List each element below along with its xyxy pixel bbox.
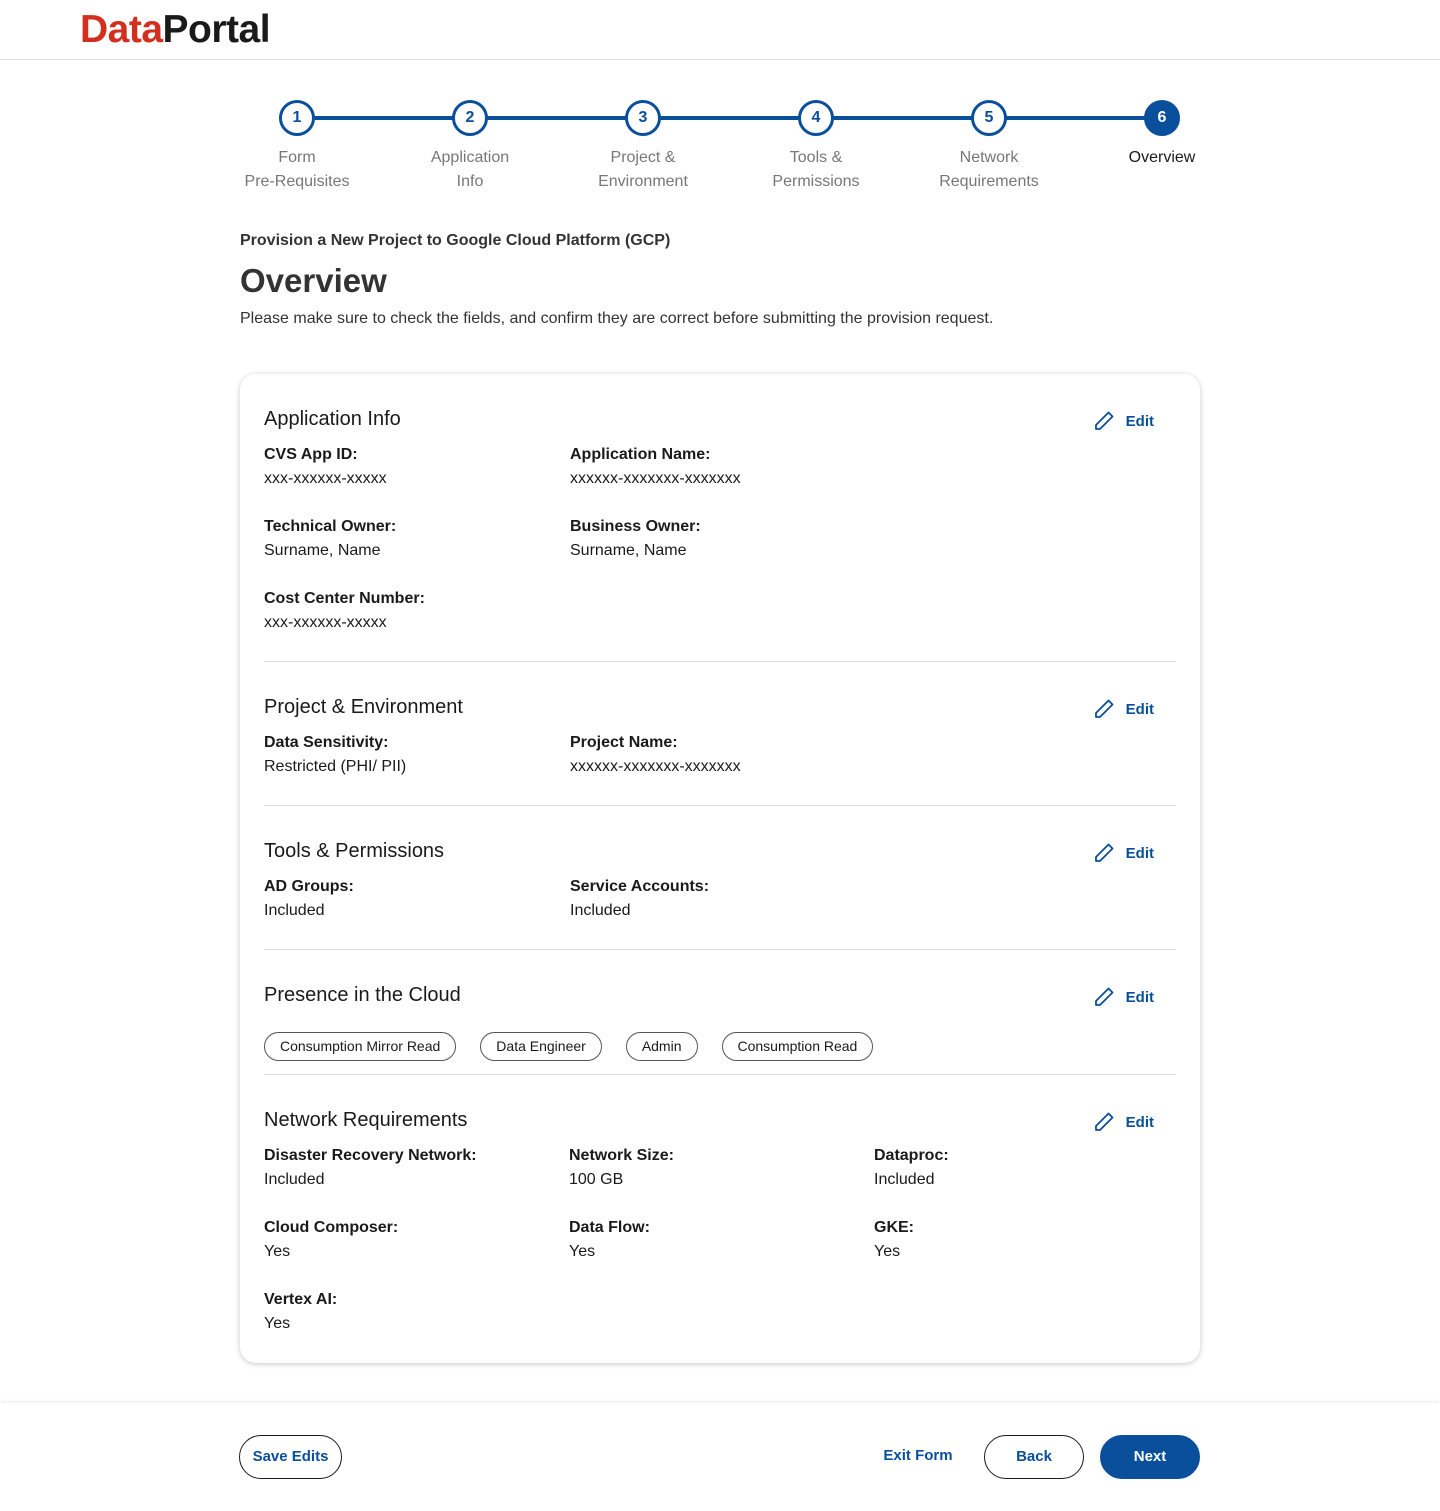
pencil-icon: [1092, 1110, 1116, 1134]
step-label: [1102, 146, 1222, 170]
save-edits-button[interactable]: Save Edits: [239, 1435, 342, 1479]
field-value: Yes: [264, 1315, 291, 1332]
field-project-name: [570, 734, 741, 776]
top-header: [0, 0, 1440, 60]
edit-network-requirements-button[interactable]: [1092, 1107, 1154, 1137]
field-ad-groups: [264, 878, 354, 920]
step-project-environment[interactable]: [583, 100, 703, 194]
field-service-accounts: [570, 878, 709, 920]
page-description: Please make sure to check the fields, and confirm they are correct before submitting the provision request.: [240, 310, 994, 327]
field-label: Vertex AI:: [264, 1291, 338, 1308]
field-network-size: [569, 1147, 674, 1189]
step-number-circle: 1: [279, 100, 315, 136]
step-number-circle: 2: [452, 100, 488, 136]
field-value: Included: [264, 902, 325, 919]
field-label: Business Owner:: [570, 518, 701, 535]
section-divider: [264, 805, 1176, 806]
step-number-circle: 4: [798, 100, 834, 136]
step-label-line1: Overview: [1128, 149, 1196, 166]
field-label: Cloud Composer:: [264, 1219, 399, 1236]
edit-label: Edit: [1125, 844, 1154, 862]
step-application-info[interactable]: [410, 100, 530, 194]
section-presence-cloud: [264, 984, 1176, 1064]
field-value: Yes: [874, 1243, 901, 1260]
field-label: Cost Center Number:: [264, 590, 425, 607]
section-title: Tools & Permissions: [264, 840, 445, 862]
field-label: AD Groups:: [264, 878, 354, 895]
field-label: Data Flow:: [569, 1219, 650, 1236]
pencil-icon: [1092, 409, 1116, 433]
role-chip: Consumption Read: [722, 1032, 874, 1061]
edit-label: Edit: [1125, 700, 1154, 718]
section-title: Presence in the Cloud: [264, 984, 461, 1006]
section-title: Project & Environment: [264, 696, 463, 718]
dataportal-logo[interactable]: [80, 8, 270, 52]
field-value: Included: [570, 902, 631, 919]
logo-part-data: Data: [80, 8, 163, 51]
field-data-sensitivity: [264, 734, 406, 776]
role-chip: Data Engineer: [480, 1032, 602, 1061]
step-label-line2: Permissions: [772, 173, 860, 190]
step-network-requirements[interactable]: [929, 100, 1049, 194]
field-value: xxxxxx-xxxxxxx-xxxxxxx: [570, 758, 741, 775]
step-label-line2: Environment: [598, 173, 688, 190]
section-title: Application Info: [264, 408, 401, 430]
step-form-prerequisites[interactable]: [237, 100, 357, 194]
step-label-line2: Info: [456, 173, 484, 190]
edit-label: Edit: [1125, 1113, 1154, 1131]
field-value: Surname, Name: [264, 542, 381, 559]
field-label: Service Accounts:: [570, 878, 710, 895]
field-value: xxxxxx-xxxxxxx-xxxxxxx: [570, 470, 741, 487]
step-label: [756, 146, 876, 194]
back-button[interactable]: Back: [984, 1435, 1084, 1479]
edit-project-environment-button[interactable]: [1092, 694, 1154, 724]
section-network-requirements: [264, 1109, 1176, 1339]
field-value: 100 GB: [569, 1171, 624, 1188]
field-value: Surname, Name: [570, 542, 687, 559]
step-label: [929, 146, 1049, 194]
field-label: Project Name:: [570, 734, 678, 751]
role-chip: Admin: [626, 1032, 698, 1061]
field-label: CVS App ID:: [264, 446, 358, 463]
step-number-circle-active: 6: [1144, 100, 1180, 136]
field-vertex-ai: [264, 1291, 337, 1333]
step-label-line1: Tools &: [789, 149, 843, 166]
section-application-info: [264, 408, 1176, 638]
field-cvs-app-id: [264, 446, 387, 488]
step-label-line1: Project &: [610, 149, 676, 166]
step-label: [237, 146, 357, 194]
section-divider: [264, 661, 1176, 662]
progress-stepper: [240, 100, 1200, 200]
field-value: Restricted (PHI/ PII): [264, 758, 407, 775]
step-label-line2: Requirements: [939, 173, 1039, 190]
field-label: Technical Owner:: [264, 518, 397, 535]
exit-form-button[interactable]: Exit Form: [883, 1447, 953, 1464]
field-label: Application Name:: [570, 446, 711, 463]
form-footer: [0, 1403, 1440, 1511]
edit-presence-cloud-button[interactable]: [1092, 982, 1154, 1012]
field-business-owner: [570, 518, 701, 560]
edit-tools-permissions-button[interactable]: [1092, 838, 1154, 868]
field-data-flow: [569, 1219, 650, 1261]
field-technical-owner: [264, 518, 396, 560]
step-label: [410, 146, 530, 194]
step-overview[interactable]: [1102, 100, 1222, 170]
step-tools-permissions[interactable]: [756, 100, 876, 194]
field-value: xxx-xxxxxx-xxxxx: [264, 470, 387, 487]
overview-card: [240, 374, 1200, 1363]
field-value: xxx-xxxxxx-xxxxx: [264, 614, 387, 631]
section-divider: [264, 949, 1176, 950]
pencil-icon: [1092, 697, 1116, 721]
field-label: Data Sensitivity:: [264, 734, 389, 751]
field-disaster-recovery-network: [264, 1147, 477, 1189]
field-value: Included: [874, 1171, 935, 1188]
field-gke: [874, 1219, 914, 1261]
step-number-circle: 5: [971, 100, 1007, 136]
step-label-line1: Form: [278, 149, 316, 166]
page-supertitle: Provision a New Project to Google Cloud Platform (GCP): [240, 232, 671, 249]
next-button[interactable]: Next: [1100, 1435, 1200, 1479]
section-divider: [264, 1074, 1176, 1075]
field-label: Network Size:: [569, 1147, 674, 1164]
field-label: Dataproc:: [874, 1147, 949, 1164]
pencil-icon: [1092, 841, 1116, 865]
step-label-line1: Application: [430, 149, 510, 166]
pencil-icon: [1092, 985, 1116, 1009]
field-label: GKE:: [874, 1219, 914, 1236]
field-label: Disaster Recovery Network:: [264, 1147, 477, 1164]
step-label: [583, 146, 703, 194]
section-tools-permissions: [264, 840, 1176, 930]
field-value: Yes: [569, 1243, 596, 1260]
step-number-circle: 3: [625, 100, 661, 136]
step-label-line2: Pre-Requisites: [244, 173, 350, 190]
step-label-line1: Network: [959, 149, 1019, 166]
field-value: Included: [264, 1171, 325, 1188]
field-value: Yes: [264, 1243, 291, 1260]
edit-application-info-button[interactable]: [1092, 406, 1154, 436]
field-cloud-composer: [264, 1219, 398, 1261]
section-project-environment: [264, 696, 1176, 786]
page-title: Overview: [240, 262, 387, 299]
role-chip-list: [264, 1032, 873, 1061]
logo-part-portal: Portal: [162, 8, 271, 51]
edit-label: Edit: [1125, 988, 1154, 1006]
edit-label: Edit: [1125, 412, 1154, 430]
field-cost-center-number: [264, 590, 425, 632]
field-application-name: [570, 446, 741, 488]
field-dataproc: [874, 1147, 949, 1189]
page-intro: [240, 232, 1200, 328]
section-title: Network Requirements: [264, 1109, 468, 1131]
role-chip: Consumption Mirror Read: [264, 1032, 456, 1061]
